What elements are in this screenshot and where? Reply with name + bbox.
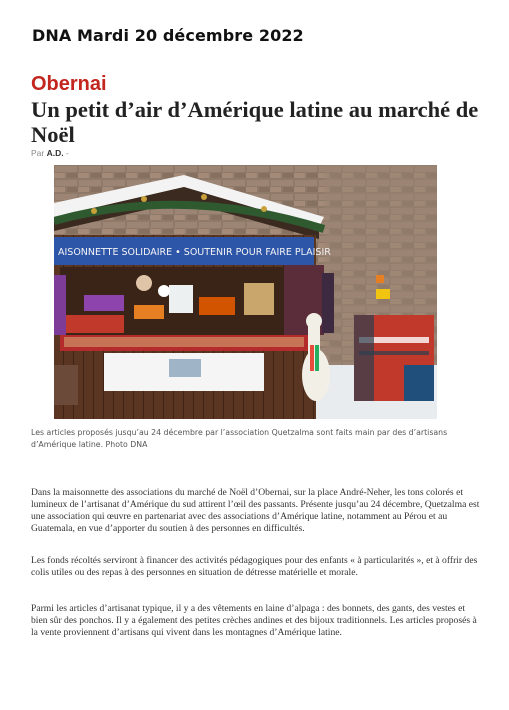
section-title: Obernai [31, 73, 107, 95]
byline-author: A.D. [46, 148, 64, 158]
photo-caption: Les articles proposés jusqu’au 24 décembre par l’association Quetzalma sont faits main par des d’artisans d’Amérique latine. Photo DNA [31, 428, 448, 449]
paragraph-2: Les fonds récoltés serviront à financer des activités pédagogiques pour des enfants « à particularités », et à offrir des colis utiles ou des repas à des personnes en situation de détresse matérielle et morale. [31, 555, 478, 578]
stall-banner-text: AISONNETTE SOLIDAIRE • SOUTENIR POUR FAIRE PLAISIR [58, 247, 331, 258]
headline: Un petit d’air d’Amérique latine au marché de Noël [31, 97, 479, 147]
article-photo [54, 165, 437, 419]
byline-prefix: Par [31, 148, 45, 158]
byline [31, 148, 69, 158]
byline-suffix: - [65, 148, 69, 158]
paragraph-1: Dans la maisonnette des associations du marché de Noël d’Obernai, sur la place André-Neher, les tons colorés et lumineux de l’artisanat d’Amérique du sud attirent l’œil des passants. Présente jusqu’au 24 décembre, Quetzalma est une association qui œuvre en partenariat avec des associations d’Amérique latine, notamment au Pérou et au Guatemala, en vue d’apporter du soutien à des personnes en difficultés. [31, 487, 480, 534]
market-stall-photo [54, 165, 437, 419]
paragraph-3: Parmi les articles d’artisanat typique, il y a des vêtements en laine d’alpaga : des bonnets, des gants, des vestes et bien sûr des ponchos. Il y a également des petites crèches andines et des bijoux traditionnels. Les articles proposés à la vente proviennent d’artisans qui vivent dans les montagnes d’Amérique latine. [31, 603, 477, 638]
masthead: DNA Mardi 20 décembre 2022 [32, 26, 304, 45]
